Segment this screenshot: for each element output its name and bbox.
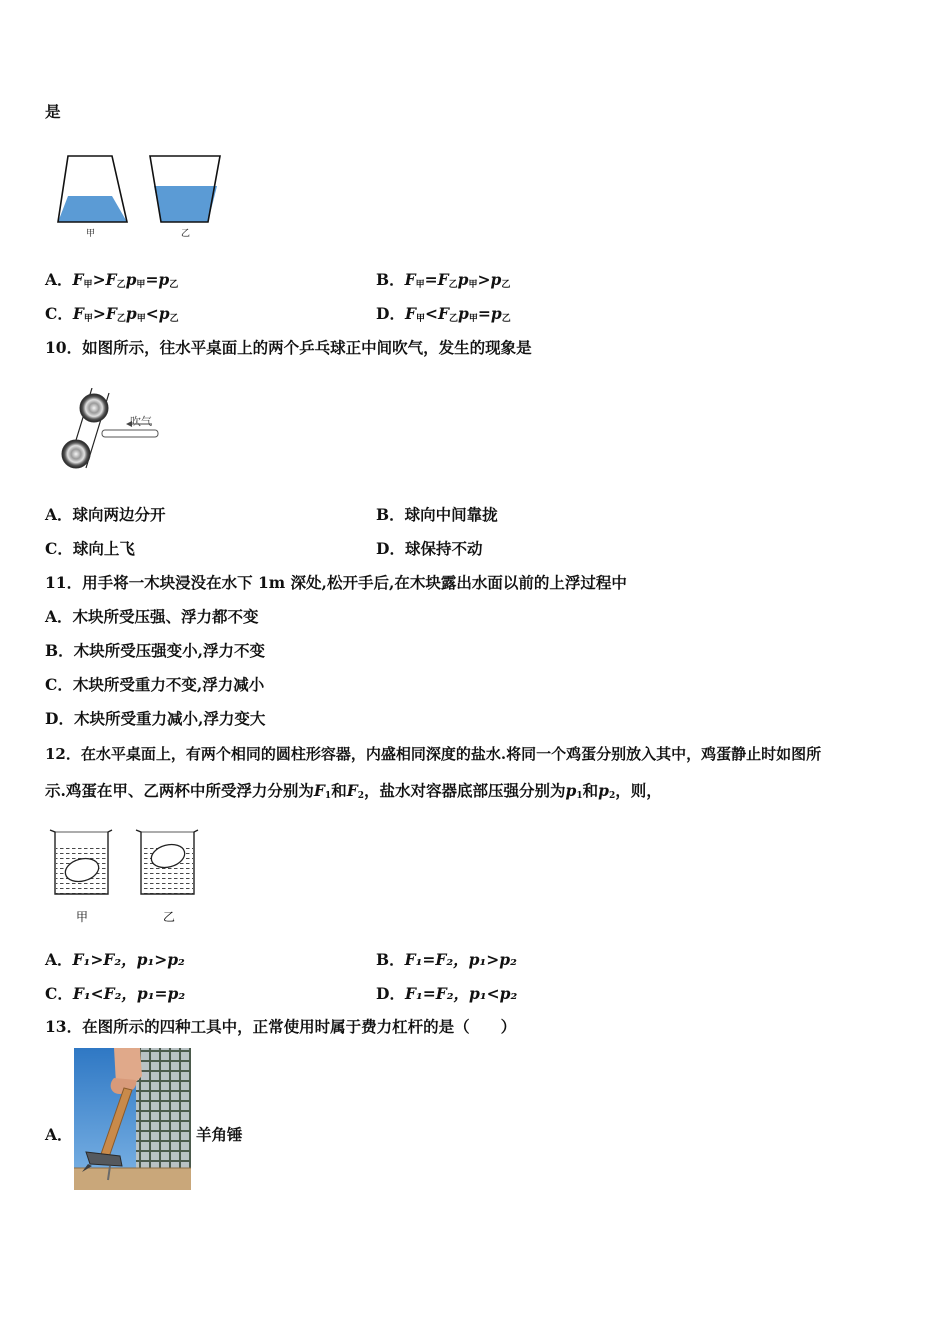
q10-straw	[102, 430, 158, 437]
q9-water-jia	[58, 196, 127, 222]
q11-option-b[interactable]: B．木块所受压强变小,浮力不变	[45, 641, 266, 660]
q12-option-c[interactable]: C．F₁<F₂，p₁=p₂	[45, 984, 186, 1003]
q10-option-c[interactable]: C．球向上飞	[45, 539, 135, 558]
q12-option-d[interactable]: D．F₁=F₂，p₁<p₂	[376, 984, 518, 1003]
q13-claw-hammer-photo	[74, 1048, 191, 1190]
q11-stem: 11．用手将一木块浸没在水下 1m 深处,松开手后,在木块露出水面以前的上浮过程中	[45, 573, 627, 592]
q10-ball-bottom	[62, 440, 90, 468]
q9-label-jia: 甲	[86, 229, 96, 239]
q10-option-a[interactable]: A．球向两边分开	[45, 505, 166, 524]
q10-ball-top	[80, 394, 108, 422]
q9-stem-tail: 是	[45, 102, 61, 121]
q9-option-d[interactable]: D．$F_甲<F_乙p_甲=p_乙$	[376, 304, 511, 324]
q10-label-blow: 吹气	[130, 415, 152, 428]
q12-label-yi: 乙	[163, 910, 176, 924]
q9-option-b[interactable]: B．$F_甲=F_乙p_甲>p_乙$	[376, 270, 511, 290]
q9-option-a[interactable]: A．$F_甲>F_乙p_甲=p_乙$	[45, 270, 179, 290]
q13-stem: 13．在图所示的四种工具中，正常使用时属于费力杠杆的是（ ）	[45, 1017, 517, 1036]
q12-stem-line2: 示.鸡蛋在甲、乙两杯中所受浮力分别为$F_1$和$F_2$，盐水对容器底部压强分别为$p_1$和$p_2$，则，	[45, 781, 662, 801]
q10-pingpong-figure	[56, 388, 166, 478]
q9-water-yi	[154, 186, 217, 222]
q13-option-a-label[interactable]: A．	[45, 1125, 73, 1144]
q9-containers-figure	[50, 148, 230, 240]
q10-option-b[interactable]: B．球向中间靠拢	[376, 505, 498, 524]
q11-option-a[interactable]: A．木块所受压强、浮力都不变	[45, 607, 259, 626]
q12-beakers-figure	[48, 826, 200, 900]
q10-stem: 10．如图所示，往水平桌面上的两个乒乓球正中间吹气，发生的现象是	[45, 338, 532, 357]
q11-option-d[interactable]: D．木块所受重力减小,浮力变大	[45, 709, 266, 728]
q12-label-jia: 甲	[76, 910, 89, 924]
q12-stem-line1: 12．在水平桌面上，有两个相同的圆柱形容器，内盛相同深度的盐水.将同一个鸡蛋分别放入其中，鸡蛋静止时如图所	[45, 745, 822, 763]
q9-option-c[interactable]: C．$F_甲>F_乙p_甲<p_乙$	[45, 304, 179, 324]
q9-label-yi: 乙	[181, 229, 191, 239]
q13-option-a-text: 羊角锤	[196, 1125, 243, 1144]
q12-option-b[interactable]: B．F₁=F₂，p₁>p₂	[376, 950, 517, 969]
q11-option-c[interactable]: C．木块所受重力不变,浮力减小	[45, 675, 265, 694]
q10-option-d[interactable]: D．球保持不动	[376, 539, 483, 558]
q12-option-a[interactable]: A．F₁>F₂，p₁>p₂	[45, 950, 185, 969]
